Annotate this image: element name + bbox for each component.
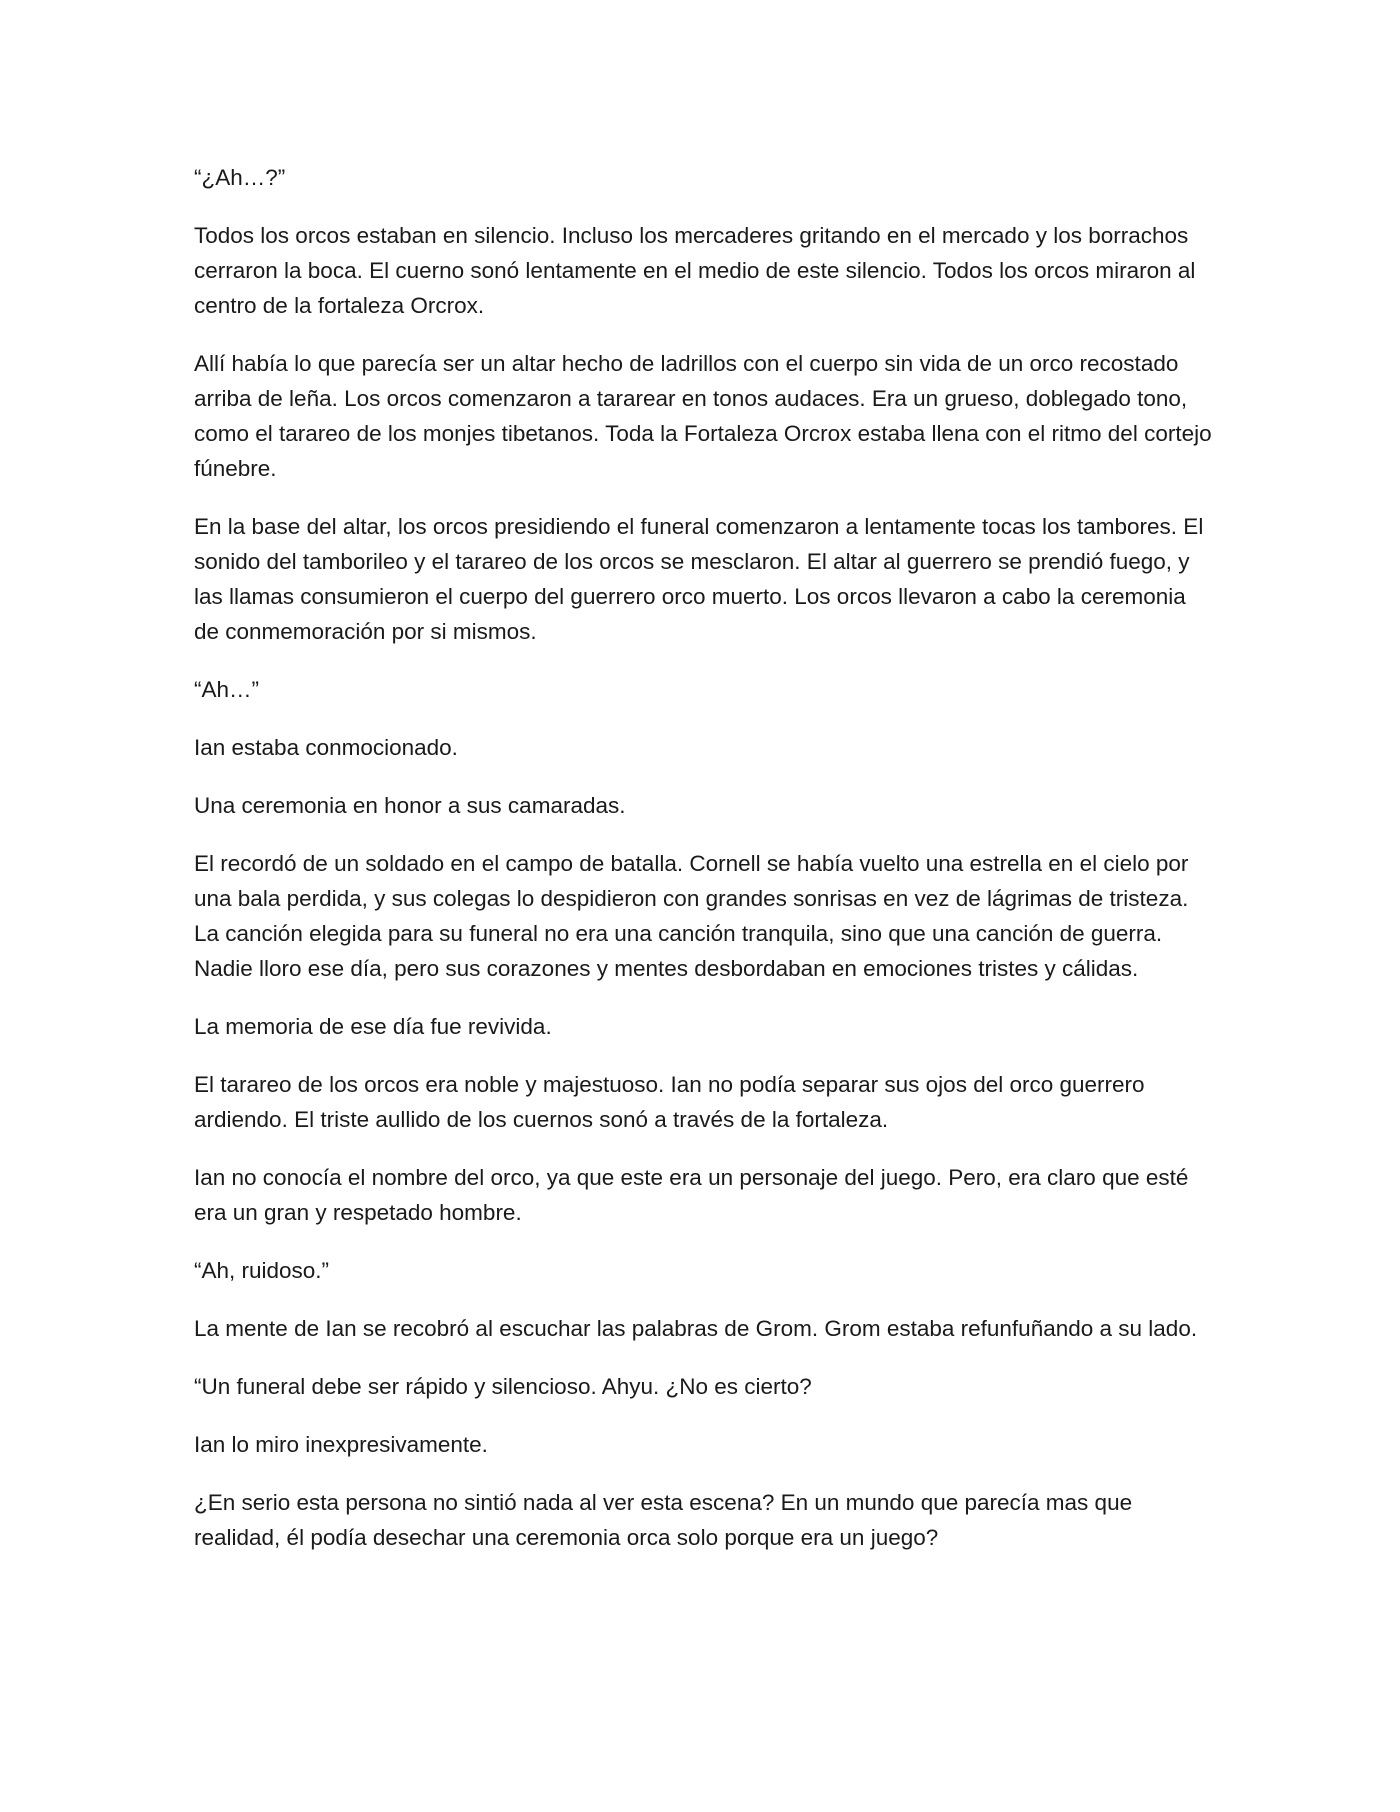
paragraph: Allí había lo que parecía ser un altar hecho de ladrillos con el cuerpo sin vida de un orco recostado arriba de leña. Los orcos comenzaron a tararear en tonos audaces. Era un grueso, doblegado tono, como el tarareo de los monjes tibetanos. Toda la Fortaleza Orcrox estaba llena con el ritmo del cortejo fúnebre. (194, 351, 1212, 481)
paragraph: ¿En serio esta persona no sintió nada al ver esta escena? En un mundo que parecía mas que realidad, él podía desechar una ceremonia orca solo porque era un juego? (194, 1490, 1133, 1550)
document-body (194, 160, 1214, 1578)
paragraph: Ian estaba conmocionado. (194, 735, 458, 760)
paragraph: La mente de Ian se recobró al escuchar las palabras de Grom. Grom estaba refunfuñando a su lado. (194, 1316, 1198, 1341)
paragraph: “Ah…” (194, 677, 260, 702)
paragraph: En la base del altar, los orcos presidiendo el funeral comenzaron a lentamente tocas los tambores. El sonido del tamborileo y el tarareo de los orcos se mesclaron. El altar al guerrero se prendió fuego, y las llamas consumieron el cuerpo del guerrero orco muerto. Los orcos llevaron a cabo la ceremonia de conmemoración por si mismos. (194, 514, 1204, 644)
paragraph: “Ah, ruidoso.” (194, 1258, 330, 1283)
paragraph: La memoria de ese día fue revivida. (194, 1014, 552, 1039)
paragraph: “Un funeral debe ser rápido y silencioso. Ahyu. ¿No es cierto? (194, 1374, 812, 1399)
paragraph: Todos los orcos estaban en silencio. Incluso los mercaderes gritando en el mercado y los borrachos cerraron la boca. El cuerno sonó lentamente en el medio de este silencio. Todos los orcos miraron al centro de la fortaleza Orcrox. (194, 223, 1196, 318)
paragraph: El tarareo de los orcos era noble y majestuoso. Ian no podía separar sus ojos del orco guerrero ardiendo. El triste aullido de los cuernos sonó a través de la fortaleza. (194, 1072, 1145, 1132)
paragraph: “¿Ah…?” (194, 165, 286, 190)
paragraph: Una ceremonia en honor a sus camaradas. (194, 793, 626, 818)
paragraph: Ian no conocía el nombre del orco, ya que este era un personaje del juego. Pero, era claro que esté era un gran y respetado hombre. (194, 1165, 1189, 1225)
paragraph: El recordó de un soldado en el campo de batalla. Cornell se había vuelto una estrella en el cielo por una bala perdida, y sus colegas lo despidieron con grandes sonrisas en vez de lágrimas de tristeza. La canción elegida para su funeral no era una canción tranquila, sino que una canción de guerra. Nadie lloro ese día, pero sus corazones y mentes desbordaban en emociones tristes y cálidas. (194, 851, 1189, 981)
paragraph: Ian lo miro inexpresivamente. (194, 1432, 488, 1457)
